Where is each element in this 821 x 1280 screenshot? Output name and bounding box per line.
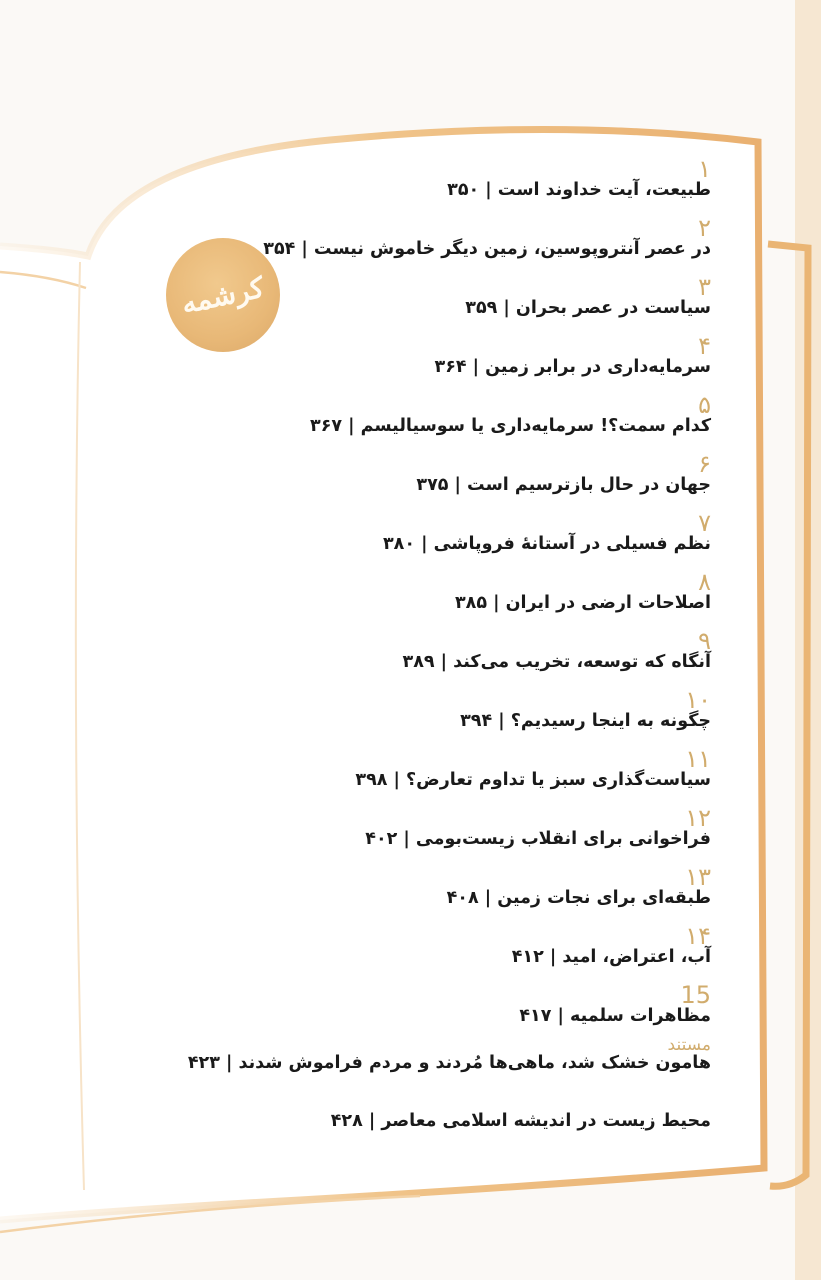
entry-title: نظم فسیلی در آستانهٔ فروپاشی | ۳۸۰ (382, 534, 711, 554)
entry-title: طبیعت، آیت خداوند است | ۳۵۰ (447, 180, 711, 200)
toc-entry (263, 216, 711, 262)
entry-number: 15 (680, 981, 711, 1009)
entry-number: ۱۲ (685, 804, 711, 832)
entry-number: ۸ (698, 568, 711, 596)
entry-title: آنگاه که توسعه، تخریب می‌کند | ۳۸۹ (402, 652, 711, 672)
entry-title: مظاهرات سلمیه | ۴۱۷ (519, 1006, 711, 1026)
entry-number: ۹ (698, 627, 711, 655)
entry-title: در عصر آنتروپوسین، زمین دیگر خاموش نیست | ۳۵۴ (263, 239, 711, 259)
toc-entry (519, 983, 711, 1029)
entry-title: محیط زیست در اندیشه اسلامی معاصر | ۴۲۸ (330, 1111, 711, 1131)
entry-number: ۱۱ (685, 745, 711, 773)
entry-number: ۱۴ (685, 922, 711, 950)
entry-title: کدام سمت؟! سرمایه‌داری یا سوسیالیسم | ۳۶۷ (310, 416, 711, 436)
entry-title: آب، اعتراض، امید | ۴۱۲ (511, 947, 711, 967)
toc-entry (447, 157, 711, 203)
toc-entry (403, 629, 711, 675)
toc-entry (331, 1108, 711, 1134)
toc-entry (465, 275, 711, 321)
entry-title: اصلاحات ارضی در ایران | ۳۸۵ (454, 593, 711, 613)
toc-entry (383, 511, 711, 557)
entry-title: فراخوانی برای انقلاب زیست‌بومی | ۴۰۲ (365, 829, 711, 849)
entry-number: ۱۳ (685, 863, 711, 891)
entry-number: ۷ (698, 509, 711, 537)
entry-title: طبقه‌ای برای نجات زمین | ۴۰۸ (446, 888, 711, 908)
entry-title: چگونه به اینجا رسیدیم؟ | ۳۹۴ (460, 711, 711, 731)
toc-entry (355, 747, 711, 793)
entry-number: ۳ (698, 273, 711, 301)
entry-title: جهان در حال بازترسیم است | ۳۷۵ (416, 475, 711, 495)
entry-title: سیاست در عصر بحران | ۳۵۹ (465, 298, 711, 318)
toc-entry (455, 570, 711, 616)
entry-number: ۵ (698, 391, 711, 419)
toc-entry (310, 393, 711, 439)
entry-number: ۶ (698, 450, 711, 478)
toc-entry (460, 688, 711, 734)
entry-number: ۴ (698, 332, 711, 360)
logo-text: کرشمه (178, 270, 268, 320)
entry-number: ۱۰ (685, 686, 711, 714)
toc-entry (447, 865, 711, 911)
toc-entry (365, 806, 711, 852)
toc-entry (435, 334, 711, 380)
entry-number: ۲ (698, 214, 711, 242)
entry-title: سرمایه‌داری در برابر زمین | ۳۶۴ (434, 357, 711, 377)
entry-title: سیاست‌گذاری سبز یا تداوم تعارض؟ | ۳۹۸ (355, 770, 711, 790)
entry-number: ۱ (698, 155, 711, 183)
toc-entry (512, 924, 711, 970)
entry-label: مستند (667, 1035, 711, 1055)
toc-entry (188, 1036, 711, 1076)
toc-entry (416, 452, 711, 498)
entry-title: هامون خشک شد، ماهی‌ها مُردند و مردم فراموش شدند | ۴۲۳ (187, 1053, 711, 1073)
